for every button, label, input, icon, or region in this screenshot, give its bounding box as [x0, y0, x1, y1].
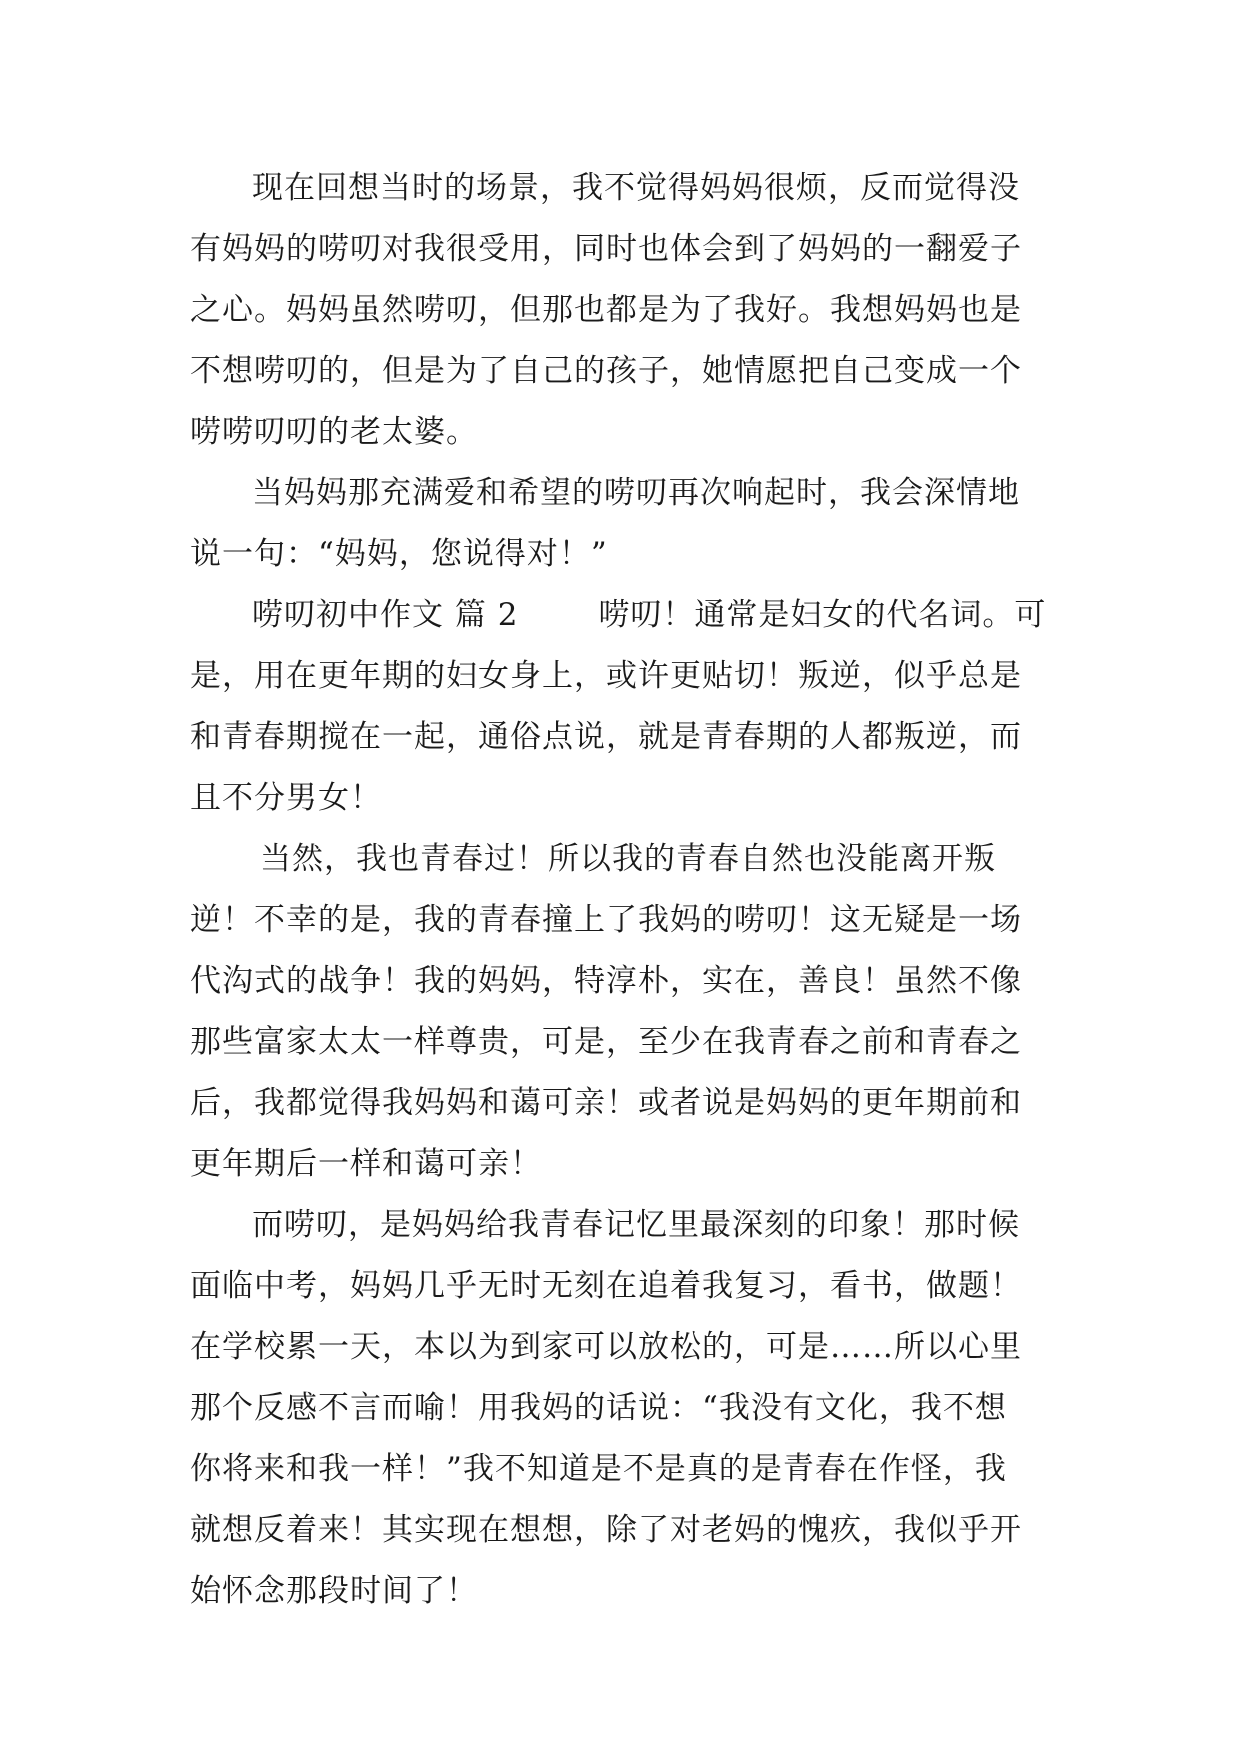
text-line: 唠叨！通常是妇女的代名词。可	[598, 597, 1047, 633]
text-line: 你将来和我一样！”我不知道是不是真的是青春在作怪，我	[190, 1451, 1007, 1487]
text-line: 当然，我也青春过！所以我的青春自然也没能离开叛	[260, 841, 996, 877]
text-line: 面临中考，妈妈几乎无时无刻在追着我复习，看书，做题！	[190, 1268, 1022, 1304]
text-line: 那些富家太太一样尊贵，可是，至少在我青春之前和青春之	[190, 1024, 1022, 1060]
text-line: 更年期后一样和蔼可亲！	[190, 1146, 542, 1182]
text-line: 唠唠叨叨的老太婆。	[190, 414, 478, 450]
text-line: 当妈妈那充满爱和希望的唠叨再次响起时，我会深情地	[252, 475, 1020, 511]
text-line: 代沟式的战争！我的妈妈，特淳朴，实在，善良！虽然不像	[190, 963, 1022, 999]
text-line: 说一句：“妈妈，您说得对！”	[190, 536, 608, 572]
text-line: 后，我都觉得我妈妈和蔼可亲！或者说是妈妈的更年期前和	[190, 1085, 1022, 1121]
text-line: 逆！不幸的是，我的青春撞上了我妈的唠叨！这无疑是一场	[190, 902, 1022, 938]
text-line: 之心。妈妈虽然唠叨，但那也都是为了我好。我想妈妈也是	[190, 292, 1022, 328]
text-line: 不想唠叨的，但是为了自己的孩子，她情愿把自己变成一个	[190, 353, 1022, 389]
section-heading-line	[190, 585, 1070, 646]
essay-body	[190, 158, 1070, 1622]
text-line: 就想反着来！其实现在想想，除了对老妈的愧疚，我似乎开	[190, 1512, 1022, 1548]
text-line: 和青春期搅在一起，通俗点说，就是青春期的人都叛逆，而	[190, 719, 1022, 755]
text-line: 在学校累一天，本以为到家可以放松的，可是……所以心里	[190, 1329, 1022, 1365]
text-line: 那个反感不言而喻！用我妈的话说：“我没有文化，我不想	[190, 1390, 1007, 1426]
section-heading: 唠叨初中作文 篇 2	[252, 597, 519, 633]
text-line: 是，用在更年期的妇女身上，或许更贴切！叛逆，似乎总是	[190, 658, 1022, 694]
text-line: 有妈妈的唠叨对我很受用，同时也体会到了妈妈的一翻爱子	[190, 231, 1022, 267]
text-line: 且不分男女！	[190, 780, 382, 816]
text-line: 始怀念那段时间了！	[190, 1573, 478, 1609]
text-line: 现在回想当时的场景，我不觉得妈妈很烦，反而觉得没	[252, 170, 1020, 206]
text-line: 而唠叨，是妈妈给我青春记忆里最深刻的印象！那时候	[252, 1207, 1020, 1243]
